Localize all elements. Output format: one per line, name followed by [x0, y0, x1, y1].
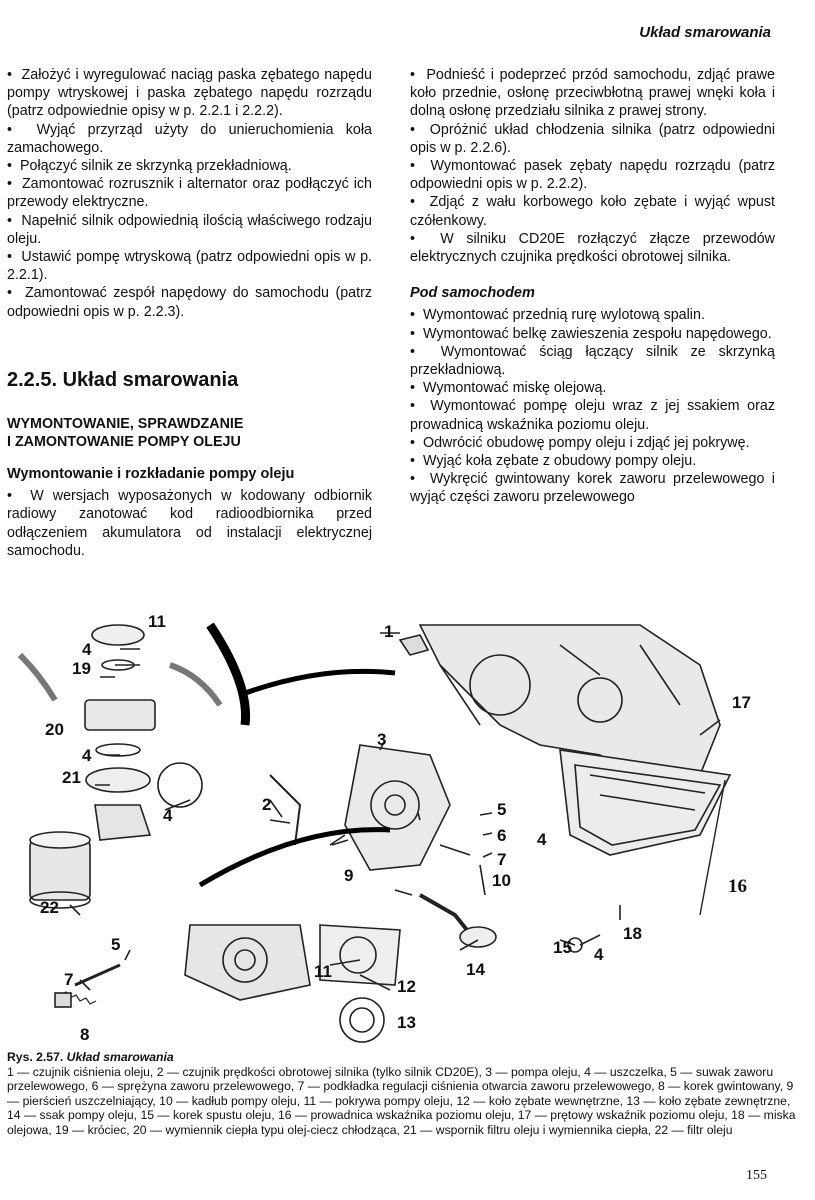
list-item: • Założyć i wyregulować naciąg paska zębatego napędu pompy wtryskowej i paska zębatego napędu rozrządu (patrz odpowiednie opisy w p. 2.2.1 i 2.2.2).: [7, 66, 372, 121]
list-item: • Podnieść i podeprzeć przód samochodu, zdjąć prawe koło przednie, osłonę przeciwbłotną prawej wnęki koła i dolną osłonę przedziału silnika z prawej strony.: [410, 66, 775, 121]
callout-9: 9: [344, 866, 354, 885]
callout-21: 21: [62, 768, 81, 787]
left-bullets-top: [7, 66, 372, 321]
callout-4c: 4: [163, 806, 173, 825]
callout-15: 15: [553, 938, 572, 957]
page-number: 155: [746, 1168, 767, 1183]
callout-20: 20: [45, 720, 64, 739]
list-item: • Zamontować zespół napędowy do samochodu (patrz odpowiedni opis w p. 2.2.3).: [7, 284, 372, 320]
right-bullets-top: [410, 66, 775, 266]
list-item: • W silniku CD20E rozłączyć złącze przewodów elektrycznych czujnika prędkości obrotowej silnika.: [410, 230, 775, 266]
callout-10: 10: [492, 871, 511, 890]
list-item: • Połączyć silnik ze skrzynką przekładniową.: [7, 157, 372, 175]
callout-19: 19: [72, 659, 91, 678]
callout-4d: 4: [537, 830, 547, 849]
list-item: • Wymontować miskę olejową.: [410, 379, 775, 397]
caption-title: Układ smarowania: [66, 1050, 174, 1064]
lubrication-system-diagram: [0, 605, 815, 1045]
list-item: • Odwrócić obudowę pompy oleju i zdjąć jej pokrywę.: [410, 434, 775, 452]
figure-caption: [7, 1050, 807, 1138]
subsection-heading-line1: WYMONTOWANIE, SPRAWDZANIE: [7, 416, 244, 433]
list-item: • Zamontować rozrusznik i alternator oraz podłączyć ich przewody elektryczne.: [7, 175, 372, 211]
right-bullets-bottom: [410, 306, 775, 506]
callout-7a: 7: [64, 970, 74, 989]
callout-16: 16: [728, 876, 747, 897]
callout-2: 2: [262, 795, 272, 814]
callout-8: 8: [80, 1025, 90, 1044]
procedure-heading: Wymontowanie i rozkładanie pompy oleju: [7, 466, 295, 483]
left-column: [7, 66, 372, 560]
caption-legend: 1 — czujnik ciśnienia oleju, 2 — czujnik prędkości obrotowej silnika (tylko silnik CD20E), 3 — pompa oleju, 4 — uszczelka, 5 — suwak zaworu przelewowego, 6 — sprężyna zaworu przelewowego, 7 — podkładka regulacji ciśnienia otwarcia zaworu przelewowego, 8 — korek gwintowany, 9 — pierścień uszczelniający, 10 — kadłub pompy oleju, 11 — pokrywa pompy oleju, 12 — koło zębate wewnętrzne, 13 — koło zębate zewnętrzne, 14 — ssak pompy oleju, 15 — korek spustu oleju, 16 — prowadnica wskaźnika poziomu oleju, 17 — prętowy wskaźnik poziomu oleju, 18 — miska olejowa, 19 — króciec, 20 — wymiennik ciepła typu olej-ciecz chłodząca, 21 — wspornik filtru oleju i wymiennika ciepła, 22 — filtr oleju: [7, 1064, 796, 1137]
list-item: • Wymontować przednią rurę wylotową spalin.: [410, 306, 775, 324]
callout-11a: 11: [148, 612, 166, 631]
caption-label: Rys. 2.57.: [7, 1050, 64, 1064]
callout-11b: 11: [314, 962, 332, 981]
list-item: • Wyjąć koła zębate z obudowy pompy oleju.: [410, 452, 775, 470]
section-heading: 2.2.5. Układ smarowania: [7, 368, 239, 391]
callout-4e: 4: [594, 945, 604, 964]
list-item: • Wymontować belkę zawieszenia zespołu napędowego.: [410, 325, 775, 343]
list-item: • Wymontować pasek zębaty napędu rozrządu (patrz odpowiedni opis w p. 2.2.2).: [410, 157, 775, 193]
running-header: Układ smarowania: [639, 24, 771, 41]
callout-1: 1: [384, 622, 394, 641]
list-item: • Wymontować pompę oleju wraz z jej ssakiem oraz prowadnicą wskaźnika poziomu oleju.: [410, 397, 775, 433]
callout-12: 12: [397, 977, 416, 996]
callout-3: 3: [377, 730, 387, 749]
list-item: • Zdjąć z wału korbowego koło zębate i wyjąć wpust czółenkowy.: [410, 193, 775, 229]
callout-5b: 5: [497, 800, 507, 819]
right-column: [410, 66, 775, 507]
list-item: • Napełnić silnik odpowiednią ilością właściwego rodzaju oleju.: [7, 212, 372, 248]
callout-7b: 7: [497, 850, 507, 869]
list-item: • Wymontować ściąg łączący silnik ze skrzynką przekładniową.: [410, 343, 775, 379]
callout-4a: 4: [82, 640, 92, 659]
callout-17: 17: [732, 693, 751, 712]
list-item: • Wyjąć przyrząd użyty do unieruchomienia koła zamachowego.: [7, 121, 372, 157]
list-item: • W wersjach wyposażonych w kodowany odbiornik radiowy zanotować kod radioodbiornika przed odłączeniem akumulatora od instalacji elektrycznej samochodu.: [7, 487, 372, 560]
callout-18: 18: [623, 924, 642, 943]
list-item: • Ustawić pompę wtryskową (patrz odpowiedni opis w p. 2.2.1).: [7, 248, 372, 284]
callout-13: 13: [397, 1013, 416, 1032]
callout-6: 6: [497, 826, 507, 845]
list-item: • Opróżnić układ chłodzenia silnika (patrz odpowiedni opis w p. 2.2.6).: [410, 121, 775, 157]
callout-5a: 5: [111, 935, 121, 954]
callout-14: 14: [466, 960, 485, 979]
subsection-heading-line2: I ZAMONTOWANIE POMPY OLEJU: [7, 434, 241, 451]
subhead-pod-samochodem: Pod samochodem: [410, 285, 535, 302]
exploded-view-illustration: [0, 605, 815, 1045]
callout-4b: 4: [82, 746, 92, 765]
callout-22: 22: [40, 898, 59, 917]
list-item: • Wykręcić gwintowany korek zaworu przelewowego i wyjąć części zaworu przelewowego: [410, 470, 775, 506]
left-bullets-bottom: [7, 487, 372, 560]
subsection-heading: [7, 415, 372, 451]
